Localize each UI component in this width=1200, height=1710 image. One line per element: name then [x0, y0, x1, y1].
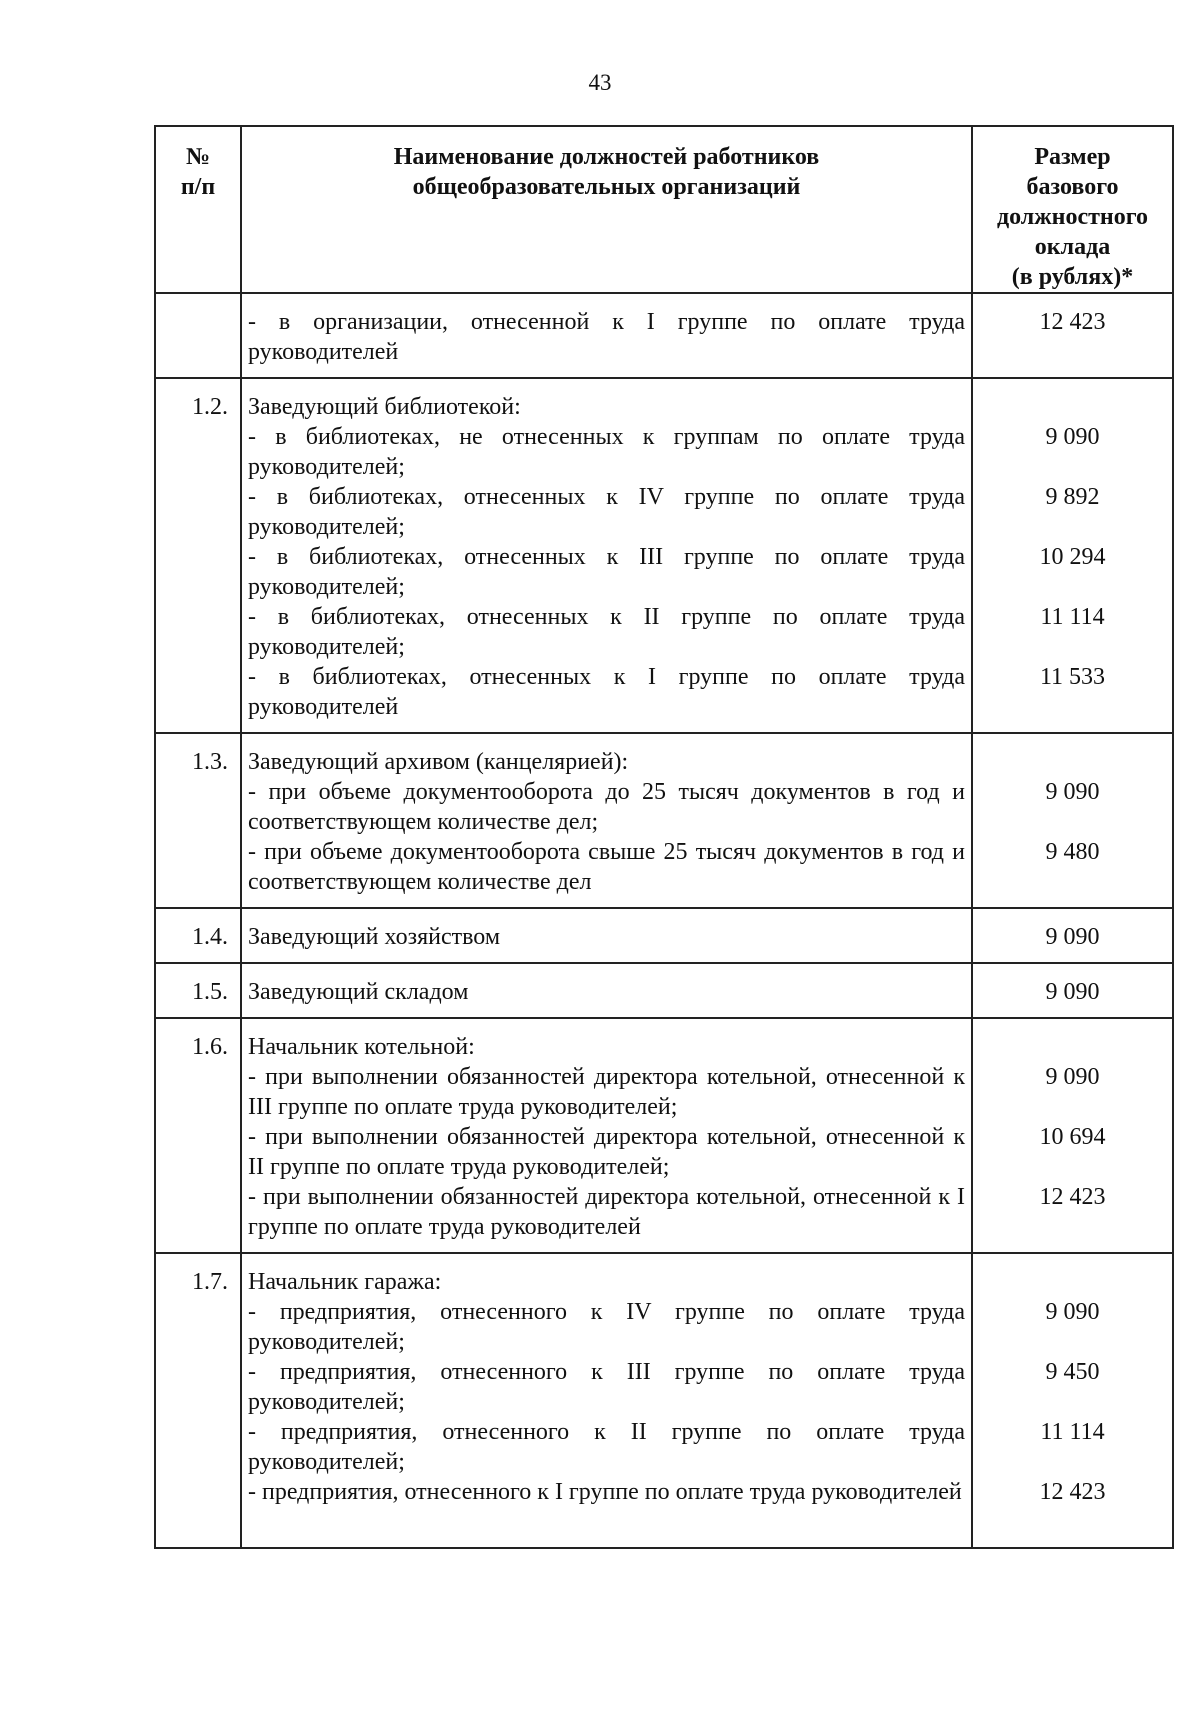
- header-name-line: общеобразовательных организаций: [412, 174, 801, 200]
- row-number: 1.5.: [155, 963, 241, 1018]
- header-name-line: Наименование должностей работников: [393, 144, 820, 170]
- row-option-value: 9 480: [1045, 839, 1100, 865]
- row-option-value: 12 423: [1039, 309, 1106, 335]
- table-row: [155, 293, 1173, 378]
- row-title: Заведующий складом: [248, 979, 469, 1005]
- row-option-text: - при объеме документооборота свыше 25 тысяч документов в год и соответствующем количестве дел: [248, 839, 965, 895]
- row-number: 1.7.: [155, 1253, 241, 1548]
- header-number-line: №: [185, 144, 211, 170]
- row-option-text: - в библиотеках, отнесенных к I группе по оплате труда руководителей: [248, 664, 965, 720]
- row-number: [155, 293, 241, 378]
- row-value: 9 090: [1045, 924, 1100, 950]
- row-option-text: - предприятия, отнесенного к IV группе по оплате труда руководителей;: [248, 1299, 965, 1355]
- salary-table: [154, 125, 1174, 1549]
- table-row: [155, 908, 1173, 963]
- table-row: [155, 1253, 1173, 1548]
- row-title: Заведующий архивом (канцелярией):: [248, 749, 629, 775]
- row-option-value: 10 294: [1039, 544, 1106, 570]
- row-option-text: - при выполнении обязанностей директора котельной, отнесенной к II группе по оплате труда руководителей;: [248, 1124, 965, 1180]
- header-salary-line: должностного: [996, 204, 1149, 230]
- header-base-salary: [972, 126, 1173, 293]
- row-option-value: 9 090: [1045, 779, 1100, 805]
- row-option-value: 11 114: [1040, 1419, 1105, 1445]
- row-option-text: - предприятия, отнесенного к I группе по оплате труда руководителей: [248, 1479, 962, 1505]
- row-option-text: - предприятия, отнесенного к III группе по оплате труда руководителей;: [248, 1359, 965, 1415]
- row-option-text: - в библиотеках, не отнесенных к группам по оплате труда руководителей;: [248, 424, 965, 480]
- row-title: Заведующий библиотекой:: [248, 394, 521, 420]
- row-position: [241, 293, 972, 378]
- row-option-value: 9 892: [1045, 484, 1100, 510]
- row-salary: [972, 963, 1173, 1018]
- row-option-value: 9 090: [1045, 424, 1100, 450]
- row-option-value: 12 423: [1039, 1479, 1106, 1505]
- row-title: Начальник котельной:: [248, 1034, 475, 1060]
- row-option-text: - при выполнении обязанностей директора котельной, отнесенной к III группе по оплате труда руководителей;: [248, 1064, 965, 1120]
- row-option-text: - при выполнении обязанностей директора котельной, отнесенной к I группе по оплате труда руководителей: [248, 1184, 965, 1240]
- row-option-value: 9 090: [1045, 1299, 1100, 1325]
- row-option-text: - в библиотеках, отнесенных к III группе по оплате труда руководителей;: [248, 544, 965, 600]
- table-row: [155, 378, 1173, 733]
- row-salary: [972, 293, 1173, 378]
- row-title: Начальник гаража:: [248, 1269, 442, 1295]
- header-salary-line: базового: [1026, 174, 1119, 200]
- row-number: 1.6.: [155, 1018, 241, 1253]
- row-option-text: - в организации, отнесенной к I группе по оплате труда руководителей: [248, 309, 965, 365]
- row-option-value: 12 423: [1039, 1184, 1106, 1210]
- header-position-name: [241, 126, 972, 293]
- header-salary-line: Размер: [1034, 144, 1111, 170]
- row-number: 1.4.: [155, 908, 241, 963]
- page-number: 43: [588, 70, 612, 95]
- row-option-text: - в библиотеках, отнесенных к II группе по оплате труда руководителей;: [248, 604, 965, 660]
- header-salary-line: (в рублях)*: [1011, 264, 1134, 290]
- row-salary: [972, 1253, 1173, 1548]
- row-number: 1.2.: [155, 378, 241, 733]
- row-option-value: 11 114: [1040, 604, 1105, 630]
- row-number: 1.3.: [155, 733, 241, 908]
- table-row: [155, 963, 1173, 1018]
- row-position: [241, 1018, 972, 1253]
- row-position: [241, 963, 972, 1018]
- table-row: [155, 733, 1173, 908]
- header-salary-line: оклада: [1034, 234, 1111, 260]
- table-row: [155, 1018, 1173, 1253]
- row-option-value: 9 450: [1045, 1359, 1100, 1385]
- header-number-line: п/п: [180, 174, 216, 200]
- table-header-row: [155, 126, 1173, 293]
- row-option-text: - в библиотеках, отнесенных к IV группе по оплате труда руководителей;: [248, 484, 965, 540]
- row-position: [241, 733, 972, 908]
- row-position: [241, 908, 972, 963]
- row-option-value: 11 533: [1039, 664, 1106, 690]
- row-salary: [972, 908, 1173, 963]
- row-salary: [972, 733, 1173, 908]
- row-salary: [972, 1018, 1173, 1253]
- row-option-value: 9 090: [1045, 1064, 1100, 1090]
- row-title: Заведующий хозяйством: [248, 924, 500, 950]
- row-value: 9 090: [1045, 979, 1100, 1005]
- row-position: [241, 1253, 972, 1548]
- header-number: [155, 126, 241, 293]
- row-option-text: - при объеме документооборота до 25 тысяч документов в год и соответствующем количестве дел;: [248, 779, 965, 835]
- row-position: [241, 378, 972, 733]
- row-salary: [972, 378, 1173, 733]
- row-option-value: 10 694: [1039, 1124, 1106, 1150]
- row-option-text: - предприятия, отнесенного к II группе по оплате труда руководителей;: [248, 1419, 965, 1475]
